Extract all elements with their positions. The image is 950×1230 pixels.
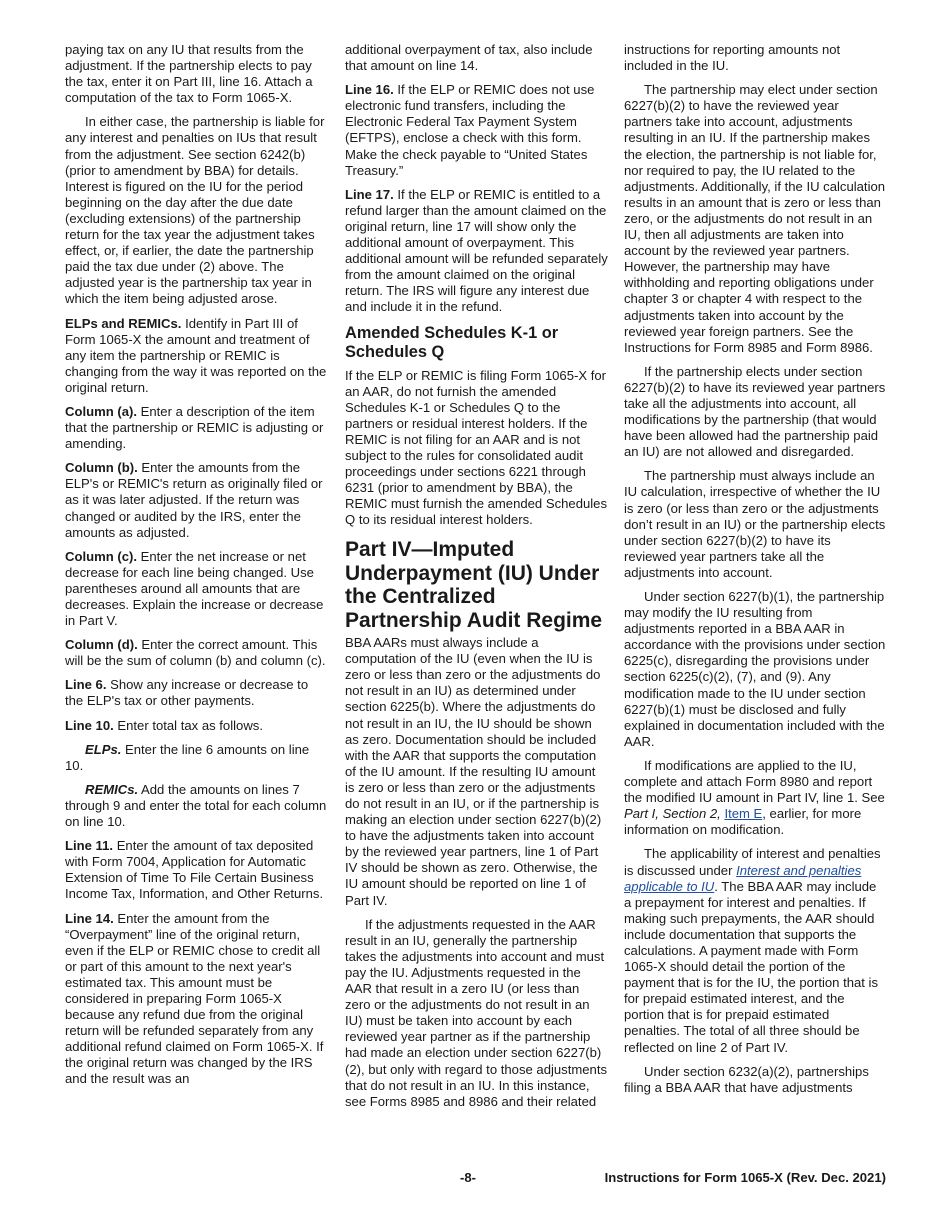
interest-penalties-link[interactable]: Interest and penalties applicable to IU <box>624 862 862 894</box>
paragraph-text: Enter the correct amount. This will be the sum of column (b) and column (c). <box>65 637 326 669</box>
run-in-heading: Line 6. <box>65 677 107 693</box>
paragraph: If the partnership elects under section 6227(b)(2) to have its reviewed year partners take all the adjustments into account, all modifications by the partnership (that would have been allowed had the partnership paid an IU) are not allowed and disregarded. <box>624 363 886 460</box>
paragraph-text: Enter a description of the item that the partnership or REMIC is adjusting or amending. <box>65 403 324 452</box>
paragraph-text: The applicability of interest and penalties is discussed under <box>624 846 881 878</box>
run-in-heading: Line 16. <box>345 82 394 98</box>
column-3 <box>624 42 886 1104</box>
column-c-paragraph <box>65 549 328 629</box>
run-in-heading: Line 10. <box>65 717 114 733</box>
run-in-heading: ELPs and REMICs. <box>65 315 182 331</box>
paragraph: If the ELP or REMIC is filing Form 1065-X for an AAR, do not furnish the amended Schedules K-1 or Schedules Q to the partners or residual interest holders. If the REMIC is not filing for an AAR and is not subject to the rules for consolidated audit proceedings under sections 6221 through 6231 (prior to amendment by BBA), the REMIC must furnish the amended Schedules Q to its residual interest holders. <box>345 367 608 528</box>
modifications-paragraph <box>624 758 886 838</box>
section-heading-part-iv: Part IV—Imputed Underpayment (IU) Under the Centralized Partnership Audit Regime <box>345 538 603 632</box>
paragraph-text: Enter the amount from the “Overpayment” line of the original return, even if the ELP or REMIC chose to credit all or part of this amount to the next year's estimated tax. This amount must be considered in preparing Form 1065-X because any refund due from the original return will be refunded separately from any additional refund claimed on Form 1065-X. If the original return was changed by the IRS and the result was an <box>65 910 324 1087</box>
column-1 <box>65 42 328 1096</box>
run-in-heading: Line 11. <box>65 838 114 854</box>
column-a-paragraph <box>65 404 328 452</box>
line-6-paragraph <box>65 677 328 709</box>
line-14-paragraph <box>65 911 328 1088</box>
paragraph-text: Enter the line 6 amounts on line 10. <box>65 741 310 773</box>
line-11-paragraph <box>65 838 328 902</box>
paragraph: If the adjustments requested in the AAR result in an IU, generally the partnership takes the adjustments into account and must pay the IU. Adjustments requested in the AAR that result in a zero IU (or less than zero or the adjustments do not result in an IU) must be taken into account by each reviewed year partner as if the partnership had made an election under section 6227(b)(2), but only with regard to those adjustments that do not result in an IU. In this instance, see Forms 8985 and 8986 and their related <box>345 916 608 1109</box>
paragraph-text: Enter total tax as follows. <box>117 717 263 733</box>
column-b-paragraph <box>65 460 328 540</box>
paragraph: The partnership must always include an IU calculation, irrespective of whether the IU is zero (or less than zero or the adjustments don’t result in an IU) or the partnership elects under section 6227(b)(2) to have its reviewed year partners take all the adjustments into account. <box>624 468 886 580</box>
elps-remics-paragraph <box>65 316 328 396</box>
run-in-heading: Column (b). <box>65 460 138 476</box>
run-in-heading: Column (d). <box>65 637 138 653</box>
paragraph: paying tax on any IU that results from the adjustment. If the partnership elects to pay the tax, enter it on Part III, line 16. Attach a computation of the tax to Form 1065-X. <box>65 42 313 106</box>
elps-line10-paragraph <box>65 742 328 774</box>
paragraph: additional overpayment of tax, also include that amount on line 14. <box>345 42 593 74</box>
run-in-heading: Line 14. <box>65 910 114 926</box>
paragraph-text: Show any increase or decrease to the ELP's tax or other payments. <box>65 677 309 709</box>
paragraph-text: Enter the amounts from the ELP's or REMIC's return as originally filed or as it was later adjusted. If the return was changed or audited by the IRS, enter the amounts as adjusted. <box>65 460 323 540</box>
paragraph: BBA AARs must always include a computation of the IU (even when the IU is zero or less than zero or the adjustments do not result in an IU) as determined under section 6225(b). Where the adjustments do not result in an IU, the IU should be shown as zero. Documentation should be included with the AAR that supports the computation of the IU amount. If the resulting IU amount is zero or less than zero or the adjustments do not result in an IU, or if the partnership is making an election under section 6227(b)(2) to have the adjustments taken into account by the reviewed year partners, line 1 of Part IV should be shown as zero. Otherwise, the IU amount should be reported on line 1 of Part IV. <box>345 635 602 908</box>
cross-reference-text: Part I, Section 2, <box>624 806 721 822</box>
run-in-heading: REMICs. <box>85 781 139 797</box>
run-in-heading: ELPs. <box>85 741 122 757</box>
column-2 <box>345 42 608 1118</box>
paragraph: In either case, the partnership is liable for any interest and penalties on IUs that result from the adjustment. See section 6242(b) (prior to amendment by BBA) for details. Interest is figured on the IU for the period beginning on the day after the due date (excluding extensions) of the partnership return for the tax year the adjustment takes effect, or, if earlier, the date the partnership paid the tax due under (2) above. The adjusted year is the partnership tax year in which the item being adjusted arose. <box>65 114 325 307</box>
paragraph-text: Identify in Part III of Form 1065-X the amount and treatment of any item the partnership or REMIC is changing from the way it was reported on the original return. <box>65 315 327 395</box>
run-in-heading: Column (c). <box>65 548 138 564</box>
paragraph: Under section 6232(a)(2), partnerships filing a BBA AAR that have adjustments <box>624 1063 869 1095</box>
run-in-heading: Column (a). <box>65 403 138 419</box>
remics-line10-paragraph <box>65 782 328 830</box>
paragraph-text: , earlier, for more information on modification. <box>624 806 862 838</box>
paragraph-text: If the ELP or REMIC does not use electronic fund transfers, including the Electronic Federal Tax Payment System (EFTPS), enclose a check with this form. Make the check payable to “United States Treasury.” <box>345 82 595 178</box>
page-number: -8- <box>460 1170 477 1185</box>
paragraph-text: Enter the amount of tax deposited with Form 7004, Application for Automatic Extension of Time To File Certain Business Income Tax, Information, and Other Returns. <box>65 838 324 902</box>
line-16-paragraph <box>345 82 608 179</box>
run-in-heading: Line 17. <box>345 186 394 202</box>
column-d-paragraph <box>65 637 328 669</box>
paragraph-text: . The BBA AAR may include a prepayment for interest and penalties. If making such prepayments, the AAR should include documentation that supports the calculations. A payment made with Form 1065-X should detail the portion of the payment that is for the IU, the portion that is for prepaid estimated interest, and the portion that is for prepaid estimated penalties. The total of all three should be reflected on line 2 of Part IV. <box>624 878 879 1055</box>
paragraph-text: Add the amounts on lines 7 through 9 and enter the total for each column on line 10. <box>65 781 327 830</box>
line-17-paragraph <box>345 187 608 316</box>
paragraph: The partnership may elect under section 6227(b)(2) to have the reviewed year partners take into account, adjustments resulting in an IU. If the partnership makes the election, the partnership is not liable for, nor required to pay, the IU related to the adjustments. Additionally, if the IU calculation results in an amount that is zero or less than zero, or the adjustments do not result in an IU, then all adjustments are taken into account by the reviewed year partners. However, the partnership may have withholding and reporting obligations under chapter 3 or chapter 4 with respect to the adjustments taken into account by the reviewed year foreign partners. See the Instructions for Form 8985 and Form 8986. <box>624 82 886 355</box>
interest-penalties-paragraph <box>624 846 886 1055</box>
paragraph-text: If modifications are applied to the IU, complete and attach Form 8980 and report the modified IU amount in Part IV, line 1. See <box>624 757 885 806</box>
section-heading-amended-schedules: Amended Schedules K-1 or Schedules Q <box>345 323 559 361</box>
paragraph: instructions for reporting amounts not included in the IU. <box>624 42 841 74</box>
line-10-paragraph <box>65 718 328 734</box>
paragraph-text: If the ELP or REMIC is entitled to a refund larger than the amount claimed on the original return, line 17 will show only the additional amount of overpayment. This additional amount will be refunded separately from the amount claimed on the original return. The IRS will figure any interest due and include it in the refund. <box>345 186 608 315</box>
paragraph: Under section 6227(b)(1), the partnership may modify the IU resulting from adjustments reported in a BBA AAR in accordance with the provisions under section 6225(c), disregarding the provisions under section 6225(c)(2), (7), and (9). Any modification made to the IU under section 6227(b)(1) must be disclosed and fully explained in documentation included with the AAR. <box>624 589 886 749</box>
footer-title: Instructions for Form 1065-X (Rev. Dec. 2021) <box>604 1170 886 1185</box>
item-e-link[interactable]: Item E <box>724 806 763 822</box>
paragraph-text: Enter the net increase or net decrease for each line being changed. Use parentheses around all amounts that are decreases. Explain the increase or decrease in Part V. <box>65 548 324 629</box>
